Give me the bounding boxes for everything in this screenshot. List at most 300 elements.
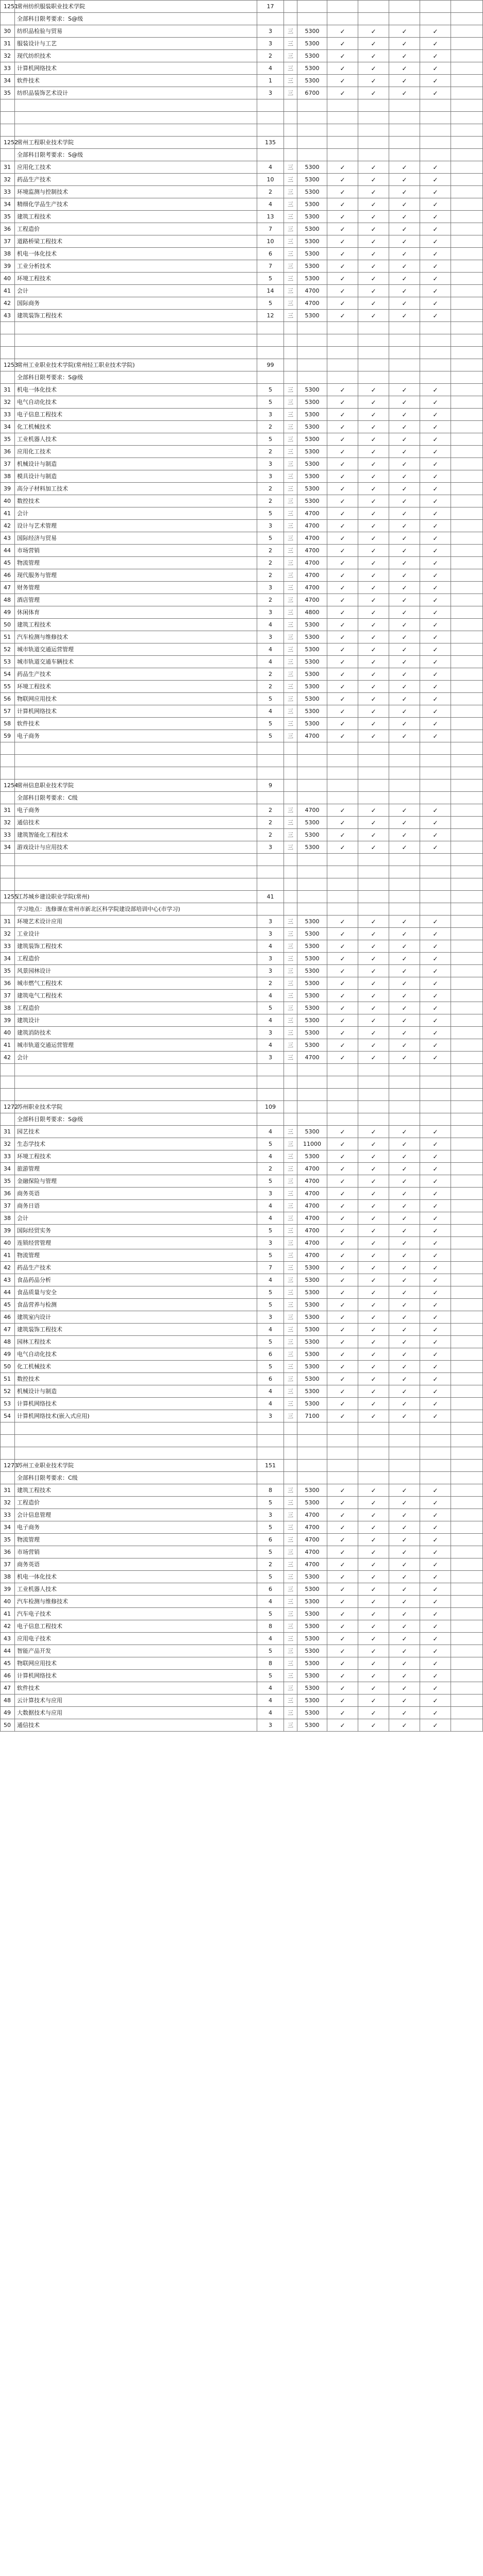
major-name: 数控技术 bbox=[15, 1373, 257, 1385]
check-mark-icon: ✓ bbox=[358, 1200, 389, 1212]
empty-cell bbox=[420, 854, 451, 866]
major-code: 38 bbox=[1, 1571, 15, 1583]
plan-count: 4 bbox=[257, 1596, 284, 1608]
check-mark-icon: ✓ bbox=[358, 817, 389, 829]
group-header-row bbox=[1, 137, 483, 149]
plan-count: 4 bbox=[257, 940, 284, 953]
check-mark-icon: ✓ bbox=[389, 1608, 420, 1620]
major-name: 物流管理 bbox=[15, 557, 257, 569]
empty-cell bbox=[451, 569, 483, 582]
duration: 三 bbox=[284, 1694, 297, 1707]
major-code: 32 bbox=[1, 50, 15, 62]
check-mark-icon: ✓ bbox=[327, 1657, 358, 1670]
plan-count: 4 bbox=[257, 1694, 284, 1707]
check-mark-icon: ✓ bbox=[389, 1014, 420, 1027]
plan-count: 2 bbox=[257, 569, 284, 582]
check-mark-icon: ✓ bbox=[389, 1336, 420, 1348]
tuition: 4700 bbox=[297, 804, 327, 817]
empty-cell bbox=[451, 594, 483, 606]
tuition: 5300 bbox=[297, 1373, 327, 1385]
empty-cell bbox=[327, 1472, 358, 1484]
plan-count: 5 bbox=[257, 273, 284, 285]
major-code: 36 bbox=[1, 223, 15, 235]
major-name: 建筑室内设计 bbox=[15, 1311, 257, 1324]
empty-cell bbox=[420, 137, 451, 149]
empty-cell bbox=[297, 99, 327, 112]
check-mark-icon: ✓ bbox=[420, 545, 451, 557]
empty-cell bbox=[327, 1101, 358, 1113]
empty-cell bbox=[451, 1064, 483, 1076]
table-row bbox=[1, 520, 483, 532]
tuition: 4700 bbox=[297, 1249, 327, 1262]
major-code: 38 bbox=[1, 248, 15, 260]
major-code: 36 bbox=[1, 1188, 15, 1200]
major-name: 会计 bbox=[15, 507, 257, 520]
empty-cell bbox=[451, 50, 483, 62]
check-mark-icon: ✓ bbox=[420, 1126, 451, 1138]
empty-cell bbox=[327, 891, 358, 903]
check-mark-icon: ✓ bbox=[389, 1175, 420, 1188]
table-row bbox=[1, 928, 483, 940]
major-name: 纺织品装饰艺术设计 bbox=[15, 87, 257, 99]
check-mark-icon: ✓ bbox=[358, 248, 389, 260]
major-code: 33 bbox=[1, 1509, 15, 1521]
check-mark-icon: ✓ bbox=[327, 569, 358, 582]
check-mark-icon: ✓ bbox=[389, 1373, 420, 1385]
empty-cell bbox=[358, 742, 389, 755]
empty-cell bbox=[451, 1299, 483, 1311]
empty-cell bbox=[1, 866, 15, 878]
tuition: 5300 bbox=[297, 656, 327, 668]
duration: 三 bbox=[284, 1002, 297, 1014]
major-code: 44 bbox=[1, 1645, 15, 1657]
tuition: 4700 bbox=[297, 1163, 327, 1175]
tuition: 4700 bbox=[297, 507, 327, 520]
duration: 三 bbox=[284, 928, 297, 940]
empty-cell bbox=[451, 470, 483, 483]
empty-cell bbox=[257, 767, 284, 779]
check-mark-icon: ✓ bbox=[327, 1200, 358, 1212]
empty-cell bbox=[451, 1336, 483, 1348]
empty-cell bbox=[284, 1460, 297, 1472]
check-mark-icon: ✓ bbox=[327, 619, 358, 631]
duration: 三 bbox=[284, 446, 297, 458]
empty-cell bbox=[420, 371, 451, 384]
table-row bbox=[1, 532, 483, 545]
group-header-row bbox=[1, 359, 483, 371]
spacer-row bbox=[1, 767, 483, 779]
check-mark-icon: ✓ bbox=[327, 495, 358, 507]
check-mark-icon: ✓ bbox=[327, 235, 358, 248]
empty-cell bbox=[257, 866, 284, 878]
major-name: 机械设计与制造 bbox=[15, 458, 257, 470]
check-mark-icon: ✓ bbox=[420, 1138, 451, 1150]
check-mark-icon: ✓ bbox=[327, 1509, 358, 1521]
empty-cell bbox=[284, 1101, 297, 1113]
empty-cell bbox=[451, 75, 483, 87]
check-mark-icon: ✓ bbox=[420, 1052, 451, 1064]
major-name: 建筑工程技术 bbox=[15, 619, 257, 631]
table-row bbox=[1, 1262, 483, 1274]
empty-cell bbox=[1, 124, 15, 137]
check-mark-icon: ✓ bbox=[420, 606, 451, 619]
check-mark-icon: ✓ bbox=[358, 916, 389, 928]
duration: 三 bbox=[284, 730, 297, 742]
duration: 三 bbox=[284, 470, 297, 483]
check-mark-icon: ✓ bbox=[389, 1410, 420, 1422]
duration: 三 bbox=[284, 186, 297, 198]
check-mark-icon: ✓ bbox=[420, 1200, 451, 1212]
table-row bbox=[1, 1385, 483, 1398]
check-mark-icon: ✓ bbox=[389, 1398, 420, 1410]
empty-cell bbox=[451, 1460, 483, 1472]
duration: 三 bbox=[284, 1707, 297, 1719]
major-code: 37 bbox=[1, 1558, 15, 1571]
group-name: 常州纺织服装职业技术学院 bbox=[15, 1, 257, 13]
table-row bbox=[1, 1249, 483, 1262]
tuition: 5300 bbox=[297, 1002, 327, 1014]
major-code: 40 bbox=[1, 495, 15, 507]
duration: 三 bbox=[284, 1126, 297, 1138]
empty-cell bbox=[389, 779, 420, 792]
empty-cell bbox=[1, 792, 15, 804]
check-mark-icon: ✓ bbox=[389, 730, 420, 742]
empty-cell bbox=[297, 903, 327, 916]
plan-count: 2 bbox=[257, 495, 284, 507]
duration: 三 bbox=[284, 1373, 297, 1385]
empty-cell bbox=[327, 13, 358, 25]
duration: 三 bbox=[284, 681, 297, 693]
tuition: 4700 bbox=[297, 520, 327, 532]
check-mark-icon: ✓ bbox=[420, 223, 451, 235]
tuition: 5300 bbox=[297, 211, 327, 223]
check-mark-icon: ✓ bbox=[327, 248, 358, 260]
empty-cell bbox=[358, 99, 389, 112]
check-mark-icon: ✓ bbox=[327, 1596, 358, 1608]
check-mark-icon: ✓ bbox=[358, 1175, 389, 1188]
major-name: 环境艺术设计应用 bbox=[15, 916, 257, 928]
major-name: 生态学技术 bbox=[15, 1138, 257, 1150]
empty-cell bbox=[420, 124, 451, 137]
major-name: 建筑工程技术 bbox=[15, 1484, 257, 1497]
major-name: 物联网应用技术 bbox=[15, 693, 257, 705]
table-row bbox=[1, 62, 483, 75]
empty-cell bbox=[327, 866, 358, 878]
check-mark-icon: ✓ bbox=[389, 396, 420, 409]
tuition: 5300 bbox=[297, 433, 327, 446]
check-mark-icon: ✓ bbox=[358, 668, 389, 681]
check-mark-icon: ✓ bbox=[389, 1262, 420, 1274]
tuition: 4700 bbox=[297, 1212, 327, 1225]
major-name: 物流管理 bbox=[15, 1249, 257, 1262]
spacer-row bbox=[1, 322, 483, 334]
empty-cell bbox=[451, 1472, 483, 1484]
empty-cell bbox=[1, 347, 15, 359]
empty-cell bbox=[451, 631, 483, 643]
check-mark-icon: ✓ bbox=[389, 248, 420, 260]
tuition: 5300 bbox=[297, 186, 327, 198]
check-mark-icon: ✓ bbox=[358, 532, 389, 545]
plan-count: 2 bbox=[257, 483, 284, 495]
check-mark-icon: ✓ bbox=[389, 1188, 420, 1200]
check-mark-icon: ✓ bbox=[358, 470, 389, 483]
tuition: 5300 bbox=[297, 260, 327, 273]
check-mark-icon: ✓ bbox=[389, 186, 420, 198]
plan-count: 5 bbox=[257, 1670, 284, 1682]
group-note: 学习地点：选修课在常州市新北区科学院建设部培训中心(市学习) bbox=[15, 903, 257, 916]
check-mark-icon: ✓ bbox=[389, 532, 420, 545]
table-row bbox=[1, 1571, 483, 1583]
tuition: 5300 bbox=[297, 1126, 327, 1138]
check-mark-icon: ✓ bbox=[389, 557, 420, 569]
empty-cell bbox=[327, 149, 358, 161]
tuition: 7100 bbox=[297, 1410, 327, 1422]
plan-count: 3 bbox=[257, 458, 284, 470]
check-mark-icon: ✓ bbox=[420, 273, 451, 285]
check-mark-icon: ✓ bbox=[327, 1163, 358, 1175]
duration: 三 bbox=[284, 582, 297, 594]
duration: 三 bbox=[284, 1188, 297, 1200]
check-mark-icon: ✓ bbox=[327, 470, 358, 483]
check-mark-icon: ✓ bbox=[327, 1039, 358, 1052]
plan-count: 6 bbox=[257, 1373, 284, 1385]
empty-cell bbox=[284, 137, 297, 149]
check-mark-icon: ✓ bbox=[327, 62, 358, 75]
check-mark-icon: ✓ bbox=[389, 841, 420, 854]
major-code: 36 bbox=[1, 1546, 15, 1558]
empty-cell bbox=[451, 1534, 483, 1546]
check-mark-icon: ✓ bbox=[420, 1657, 451, 1670]
empty-cell bbox=[420, 1422, 451, 1435]
spacer-row bbox=[1, 347, 483, 359]
check-mark-icon: ✓ bbox=[327, 1546, 358, 1558]
check-mark-icon: ✓ bbox=[358, 1558, 389, 1571]
duration: 三 bbox=[284, 1633, 297, 1645]
duration: 三 bbox=[284, 433, 297, 446]
empty-cell bbox=[420, 13, 451, 25]
duration: 三 bbox=[284, 1657, 297, 1670]
major-name: 通信技术 bbox=[15, 817, 257, 829]
check-mark-icon: ✓ bbox=[389, 1324, 420, 1336]
empty-cell bbox=[327, 742, 358, 755]
empty-cell bbox=[327, 1076, 358, 1089]
table-row bbox=[1, 1373, 483, 1385]
major-code: 53 bbox=[1, 1398, 15, 1410]
check-mark-icon: ✓ bbox=[389, 446, 420, 458]
table-row bbox=[1, 631, 483, 643]
major-code: 40 bbox=[1, 1237, 15, 1249]
group-code: 1255 bbox=[1, 891, 15, 903]
major-code: 32 bbox=[1, 1497, 15, 1509]
empty-cell bbox=[389, 1113, 420, 1126]
empty-cell bbox=[451, 1682, 483, 1694]
check-mark-icon: ✓ bbox=[358, 1373, 389, 1385]
check-mark-icon: ✓ bbox=[420, 804, 451, 817]
spacer-row bbox=[1, 99, 483, 112]
table-row bbox=[1, 1657, 483, 1670]
table-row bbox=[1, 384, 483, 396]
plan-count: 5 bbox=[257, 730, 284, 742]
tuition: 5300 bbox=[297, 1657, 327, 1670]
plan-count: 3 bbox=[257, 1311, 284, 1324]
empty-cell bbox=[15, 742, 257, 755]
major-code: 30 bbox=[1, 25, 15, 38]
plan-count: 5 bbox=[257, 1175, 284, 1188]
empty-cell bbox=[284, 866, 297, 878]
empty-cell bbox=[451, 1262, 483, 1274]
major-code: 41 bbox=[1, 507, 15, 520]
empty-cell bbox=[297, 1435, 327, 1447]
tuition: 5300 bbox=[297, 1274, 327, 1286]
empty-cell bbox=[389, 755, 420, 767]
check-mark-icon: ✓ bbox=[389, 1521, 420, 1534]
major-code: 55 bbox=[1, 681, 15, 693]
empty-cell bbox=[297, 742, 327, 755]
check-mark-icon: ✓ bbox=[389, 1694, 420, 1707]
empty-cell bbox=[327, 1064, 358, 1076]
major-name: 道路桥梁工程技术 bbox=[15, 235, 257, 248]
check-mark-icon: ✓ bbox=[358, 1620, 389, 1633]
check-mark-icon: ✓ bbox=[327, 1286, 358, 1299]
major-code: 51 bbox=[1, 1373, 15, 1385]
empty-cell bbox=[1, 742, 15, 755]
check-mark-icon: ✓ bbox=[358, 557, 389, 569]
empty-cell bbox=[358, 866, 389, 878]
empty-cell bbox=[389, 903, 420, 916]
empty-cell bbox=[451, 1361, 483, 1373]
major-code: 47 bbox=[1, 1324, 15, 1336]
duration: 三 bbox=[284, 668, 297, 681]
check-mark-icon: ✓ bbox=[420, 1163, 451, 1175]
check-mark-icon: ✓ bbox=[389, 693, 420, 705]
table-row bbox=[1, 1670, 483, 1682]
empty-cell bbox=[451, 446, 483, 458]
major-name: 计算机网络技术(嵌入式应用) bbox=[15, 1410, 257, 1422]
check-mark-icon: ✓ bbox=[420, 928, 451, 940]
table-row bbox=[1, 507, 483, 520]
group-code: 1251 bbox=[1, 1, 15, 13]
empty-cell bbox=[297, 359, 327, 371]
empty-cell bbox=[1, 755, 15, 767]
plan-count: 14 bbox=[257, 285, 284, 297]
empty-cell bbox=[297, 13, 327, 25]
group-name: 江苏城乡建设职业学院(常州) bbox=[15, 891, 257, 903]
tuition: 5300 bbox=[297, 483, 327, 495]
spacer-row bbox=[1, 334, 483, 347]
check-mark-icon: ✓ bbox=[420, 75, 451, 87]
check-mark-icon: ✓ bbox=[389, 928, 420, 940]
group-note: 全部科目限考要求：S@级 bbox=[15, 149, 257, 161]
table-row bbox=[1, 1608, 483, 1620]
tuition: 5300 bbox=[297, 668, 327, 681]
group-note: 全部科目限考要求：C级 bbox=[15, 792, 257, 804]
major-code: 31 bbox=[1, 804, 15, 817]
tuition: 5300 bbox=[297, 62, 327, 75]
duration: 三 bbox=[284, 1175, 297, 1188]
plan-count: 3 bbox=[257, 965, 284, 977]
empty-cell bbox=[451, 705, 483, 718]
duration: 三 bbox=[284, 990, 297, 1002]
major-code: 39 bbox=[1, 260, 15, 273]
empty-cell bbox=[451, 260, 483, 273]
major-name: 环境监测与控制技术 bbox=[15, 186, 257, 198]
empty-cell bbox=[358, 767, 389, 779]
check-mark-icon: ✓ bbox=[358, 1596, 389, 1608]
tuition: 5300 bbox=[297, 174, 327, 186]
check-mark-icon: ✓ bbox=[327, 606, 358, 619]
major-name: 汽车检测与维修技术 bbox=[15, 631, 257, 643]
check-mark-icon: ✓ bbox=[420, 25, 451, 38]
plan-count: 4 bbox=[257, 1200, 284, 1212]
major-code: 37 bbox=[1, 1200, 15, 1212]
group-total: 151 bbox=[257, 1460, 284, 1472]
plan-count: 3 bbox=[257, 953, 284, 965]
empty-cell bbox=[389, 149, 420, 161]
check-mark-icon: ✓ bbox=[389, 1385, 420, 1398]
tuition: 4700 bbox=[297, 285, 327, 297]
empty-cell bbox=[1, 1076, 15, 1089]
check-mark-icon: ✓ bbox=[358, 1534, 389, 1546]
check-mark-icon: ✓ bbox=[358, 235, 389, 248]
major-code: 42 bbox=[1, 297, 15, 310]
empty-cell bbox=[297, 792, 327, 804]
duration: 三 bbox=[284, 174, 297, 186]
tuition: 5300 bbox=[297, 1694, 327, 1707]
check-mark-icon: ✓ bbox=[389, 1299, 420, 1311]
check-mark-icon: ✓ bbox=[327, 161, 358, 174]
tuition: 5300 bbox=[297, 409, 327, 421]
check-mark-icon: ✓ bbox=[420, 38, 451, 50]
major-code: 57 bbox=[1, 705, 15, 718]
empty-cell bbox=[389, 1447, 420, 1460]
major-code: 35 bbox=[1, 965, 15, 977]
table-row bbox=[1, 1719, 483, 1732]
empty-cell bbox=[257, 755, 284, 767]
tuition: 5300 bbox=[297, 829, 327, 841]
major-name: 国际经济与贸易 bbox=[15, 532, 257, 545]
duration: 三 bbox=[284, 1299, 297, 1311]
empty-cell bbox=[451, 1509, 483, 1521]
empty-cell bbox=[420, 779, 451, 792]
check-mark-icon: ✓ bbox=[420, 260, 451, 273]
major-code: 32 bbox=[1, 928, 15, 940]
plan-count: 4 bbox=[257, 1398, 284, 1410]
empty-cell bbox=[451, 347, 483, 359]
empty-cell bbox=[451, 38, 483, 50]
empty-cell bbox=[451, 1175, 483, 1188]
duration: 三 bbox=[284, 569, 297, 582]
check-mark-icon: ✓ bbox=[358, 1719, 389, 1732]
tuition: 5300 bbox=[297, 1311, 327, 1324]
empty-cell bbox=[451, 1484, 483, 1497]
check-mark-icon: ✓ bbox=[327, 1336, 358, 1348]
group-note-row bbox=[1, 1472, 483, 1484]
empty-cell bbox=[389, 1076, 420, 1089]
check-mark-icon: ✓ bbox=[358, 1361, 389, 1373]
table-row bbox=[1, 1311, 483, 1324]
tuition: 5300 bbox=[297, 1286, 327, 1299]
check-mark-icon: ✓ bbox=[420, 1361, 451, 1373]
major-name: 化工机械技术 bbox=[15, 421, 257, 433]
empty-cell bbox=[451, 1027, 483, 1039]
table-row bbox=[1, 260, 483, 273]
empty-cell bbox=[1, 767, 15, 779]
major-name: 模具设计与制造 bbox=[15, 470, 257, 483]
empty-cell bbox=[358, 755, 389, 767]
duration: 三 bbox=[284, 507, 297, 520]
check-mark-icon: ✓ bbox=[389, 483, 420, 495]
check-mark-icon: ✓ bbox=[358, 718, 389, 730]
